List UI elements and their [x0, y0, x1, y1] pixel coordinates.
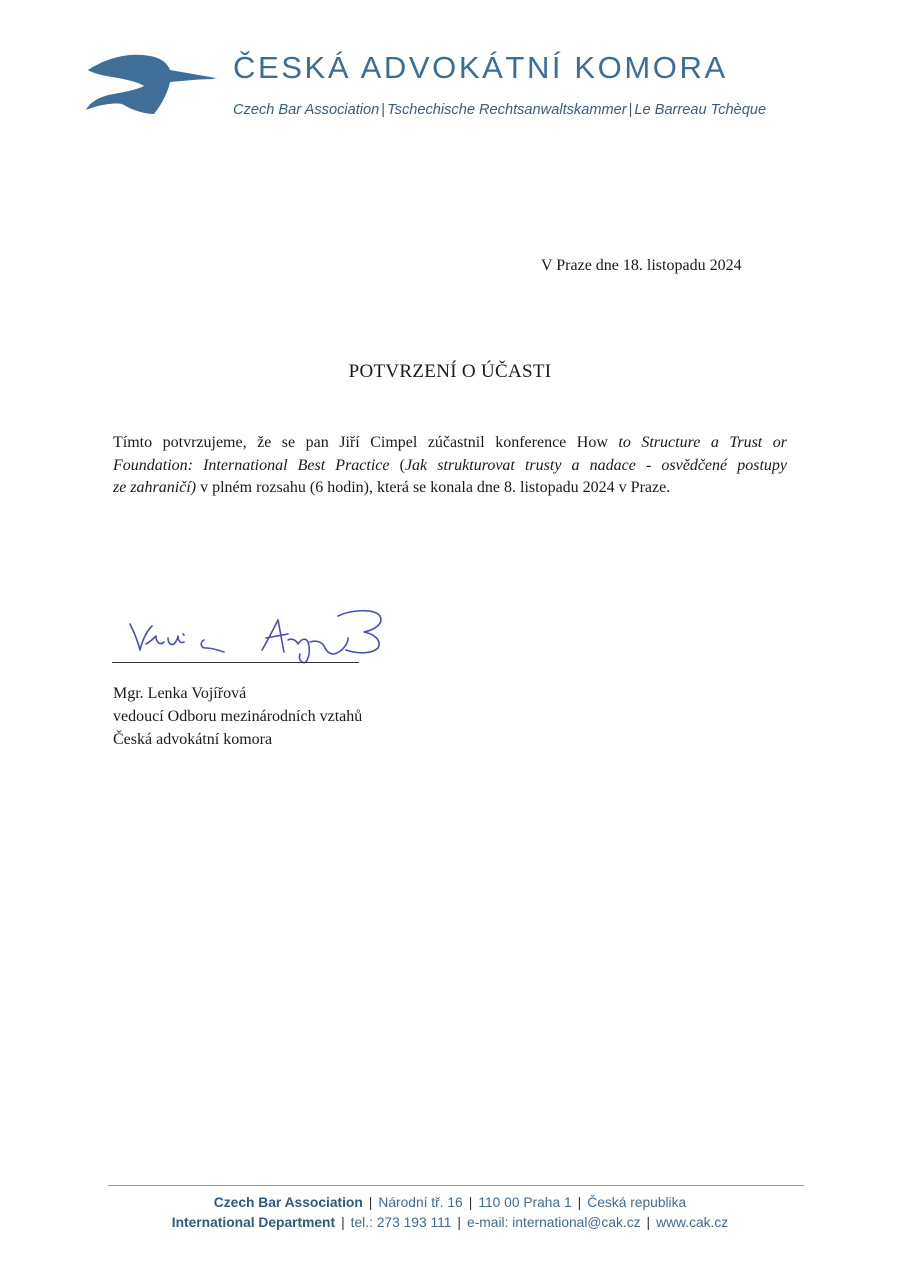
body-line-3: [113, 477, 787, 500]
signatory-block: [113, 682, 362, 751]
body-line-2: [113, 455, 787, 478]
organization-name: ČESKÁ ADVOKÁTNÍ KOMORA: [233, 50, 728, 85]
subtitle-french: Le Barreau Tchèque: [634, 102, 767, 118]
body-paragraph: [113, 432, 787, 500]
conference-title-part: to Structure a Trust or: [618, 434, 787, 451]
signatory-name: Mgr. Lenka Vojířová: [113, 685, 247, 702]
body-line-1: [113, 432, 787, 455]
footer-website: www.cak.cz: [656, 1215, 729, 1230]
subtitle-german: Tschechische Rechtsanwaltskammer: [387, 102, 627, 118]
date-line: V Praze dne 18. listopadu 2024: [541, 257, 742, 274]
conference-title-czech: Jak strukturovat trusty a nadace - osvědčené postupy: [404, 456, 788, 474]
signature-line: [112, 662, 359, 663]
footer-contact-row: International Department | tel.: 273 193 111 | e-mail: international@cak.cz | www.cak.cz: [171, 1215, 729, 1230]
footer-street: Národní tř. 16: [378, 1195, 463, 1210]
footer-country: Česká republika: [587, 1195, 687, 1210]
footer-divider: [108, 1185, 804, 1186]
signatory-position: vedoucí Odboru mezinárodních vztahů: [113, 708, 363, 725]
letterhead: [0, 0, 900, 140]
signatory-organization: Česká advokátní komora: [113, 731, 273, 748]
body-text: (: [389, 456, 405, 474]
footer-department: International Department: [171, 1215, 336, 1230]
conference-title-part: Foundation: International Best Practice: [113, 456, 390, 474]
organization-subtitle: Czech Bar Association | Tschechische Rechtsanwaltskammer | Le Barreau Tchèque: [233, 102, 767, 118]
subtitle-english: Czech Bar Association: [233, 102, 380, 118]
footer-phone: tel.: 273 193 111: [350, 1215, 452, 1230]
body-text: v plném rozsahu (6 hodin), která se konala dne 8. listopadu 2024 v Praze.: [196, 479, 671, 496]
body-text: Tímto potvrzujeme, že se pan Jiří Cimpel zúčastnil konference How: [113, 434, 619, 451]
footer-address-row: Czech Bar Association | Národní tř. 16 | 110 00 Praha 1 | Česká republika: [213, 1195, 687, 1210]
footer: [0, 1193, 900, 1233]
handwritten-signature-icon: [112, 598, 392, 670]
footer-email: e-mail: international@cak.cz: [467, 1215, 641, 1230]
cak-logo-icon: [84, 44, 222, 118]
footer-city: 110 00 Praha 1: [478, 1195, 572, 1210]
conference-title-czech: ze zahraničí): [113, 479, 197, 496]
footer-org: Czech Bar Association: [213, 1195, 363, 1210]
document-title: POTVRZENÍ O ÚČASTI: [348, 361, 552, 382]
